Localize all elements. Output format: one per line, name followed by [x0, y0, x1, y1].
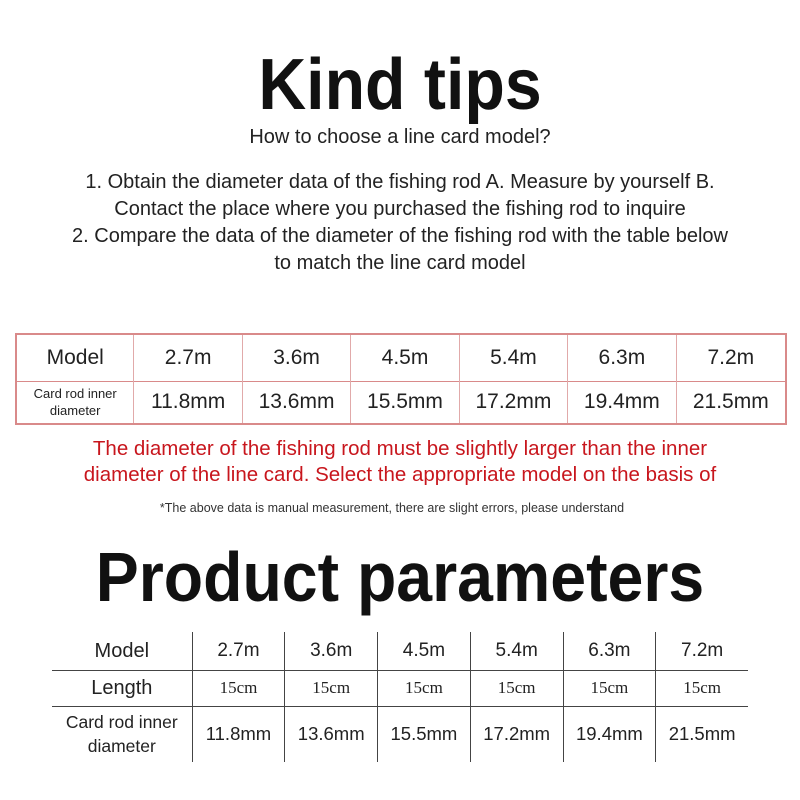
- table-cell: 17.2mm: [470, 706, 563, 762]
- table-cell: 13.6mm: [284, 706, 377, 762]
- table-cell: 6.3m: [568, 335, 676, 381]
- table-cell: 15.5mm: [377, 706, 470, 762]
- table-cell: 15cm: [655, 670, 748, 706]
- row-label-line: diameter: [49, 403, 101, 418]
- table-cell: 15cm: [377, 670, 470, 706]
- table-cell: 5.4m: [470, 632, 563, 670]
- product-parameters-title: Product parameters: [95, 538, 705, 616]
- table-row: [17, 335, 785, 382]
- table-cell: 11.8mm: [192, 706, 285, 762]
- table-cell: 2.7m: [192, 632, 285, 670]
- table-cell: 19.4mm: [563, 706, 656, 762]
- warning-line-1: The diameter of the fishing rod must be slightly larger than the inner: [92, 437, 708, 460]
- table-cell: 19.4mm: [568, 381, 676, 423]
- table-cell-header: [17, 381, 134, 423]
- table-cell: 5.4m: [460, 335, 568, 381]
- table-cell-header: Length: [91, 676, 153, 699]
- table-cell: 15cm: [192, 670, 285, 706]
- step-line-4: to match the line card model: [274, 252, 526, 274]
- warning-line-2: diameter of the line card. Select the appropriate model on the basis of: [83, 463, 717, 486]
- table-cell: 7.2m: [707, 346, 755, 369]
- table-row: [17, 381, 785, 423]
- product-parameters-table: [52, 632, 748, 762]
- table-cell: 3.6m: [284, 632, 377, 670]
- table-cell: 11.8mm: [134, 381, 242, 423]
- table-cell: 21.5mm: [692, 390, 769, 413]
- table-row: [52, 670, 748, 707]
- kind-tips-title: Kind tips: [258, 45, 542, 125]
- table-cell: 7.2m: [655, 632, 748, 670]
- row-label-line: Card rod inner: [65, 712, 178, 732]
- table-cell: 3.6m: [243, 335, 351, 381]
- table-row: [52, 632, 748, 671]
- row-label-line: diameter: [87, 736, 156, 756]
- table-cell: 15cm: [563, 670, 656, 706]
- measurement-note: *The above data is manual measurement, there are slight errors, please understand: [159, 501, 625, 515]
- table-cell-header: [52, 706, 192, 762]
- model-diameter-table: [15, 333, 787, 425]
- table-cell: 4.5m: [351, 335, 459, 381]
- table-cell: 15cm: [284, 670, 377, 706]
- table-cell: 15.5mm: [351, 381, 459, 423]
- table-row: [52, 706, 748, 762]
- table-cell: 15cm: [470, 670, 563, 706]
- table-cell: 6.3m: [563, 632, 656, 670]
- table-cell: 2.7m: [134, 335, 242, 381]
- step-line-2: Contact the place where you purchased the fishing rod to inquire: [114, 198, 686, 220]
- table-cell: 17.2mm: [460, 381, 568, 423]
- table-cell-header: Model: [94, 639, 150, 662]
- subtitle: How to choose a line card model?: [249, 126, 551, 148]
- table-cell-header: Model: [17, 335, 134, 381]
- row-label-line: Card rod inner: [33, 386, 117, 401]
- table-cell: 21.5mm: [655, 706, 748, 762]
- table-cell: 13.6mm: [243, 381, 351, 423]
- step-line-3: 2. Compare the data of the diameter of the fishing rod with the table below: [72, 225, 728, 247]
- step-line-1: 1. Obtain the diameter data of the fishing rod A. Measure by yourself B.: [85, 171, 715, 193]
- table-cell: 4.5m: [377, 632, 470, 670]
